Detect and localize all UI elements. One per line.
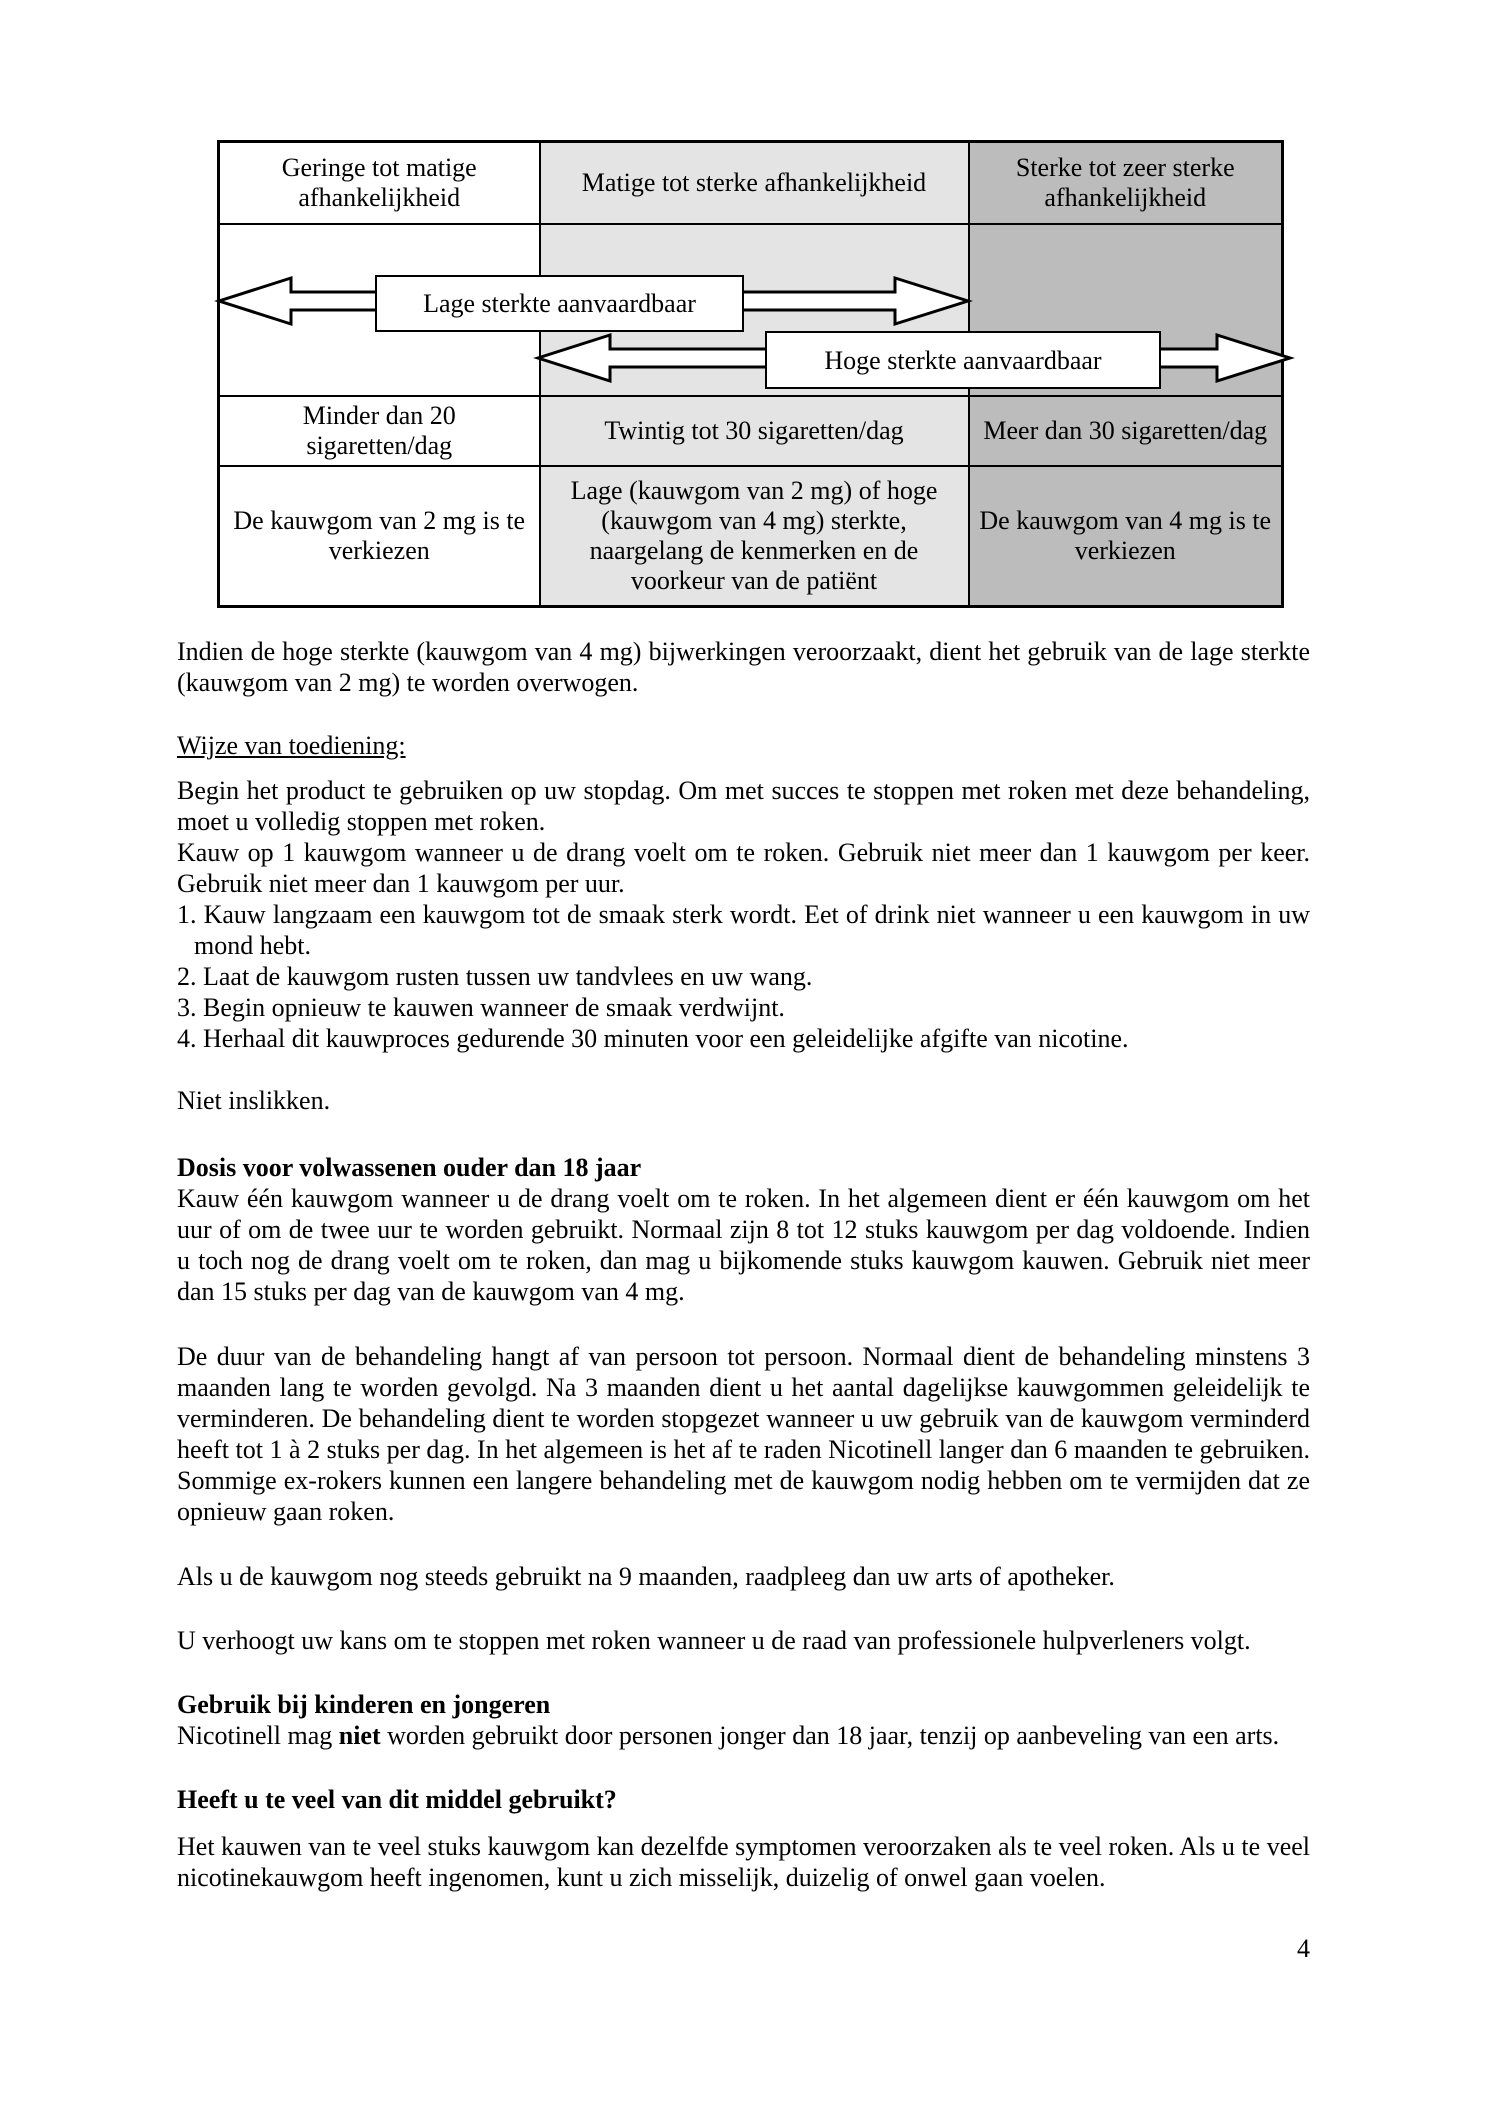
header-cell-moderate-dependency: Matige tot sterke afhankelijkheid [540,142,969,225]
paragraph-overdose: Het kauwen van te veel stuks kauwgom kan dezelfde symptomen veroorzaken als te veel roken. Als u te veel nicotinekauwgom heeft ingenomen, kunt u zich misselijk, duizelig of onwel gaan voelen. [177,1832,1310,1892]
header-cell-low-dependency: Geringe tot matige afhankelijkheid [219,142,540,225]
dependency-strength-table-wrap [217,140,1281,608]
chewing-step-4: 4. Herhaal dit kauwproces gedurende 30 minuten voor een geleidelijke afgifte van nicotine. [177,1024,1129,1053]
low-strength-label: Lage sterkte aanvaardbaar [423,289,696,318]
page-content [177,0,1310,1964]
heading-children: Gebruik bij kinderen en jongeren [177,1690,551,1719]
children-text-niet-bold: niet [338,1721,381,1750]
chewing-step-3: 3. Begin opnieuw te kauwen wanneer de smaak verdwijnt. [177,993,785,1022]
arrows-cell-col1 [219,224,540,396]
chewing-step-2: 2. Laat de kauwgom rusten tussen uw tandvlees en uw wang. [177,962,813,991]
paragraph-9-months: Als u de kauwgom nog steeds gebruikt na 9 maanden, raadpleeg dan uw arts of apotheker. [177,1562,1115,1591]
paragraph-treatment-duration: De duur van de behandeling hangt af van persoon tot persoon. Normaal dient de behandeling minstens 3 maanden lang te worden gevolgd. Na 3 maanden dient u het aantal dagelijkse kauwgommen geleidelijk te verminderen. De behandeling dient te worden stopgezet wanneer u uw gebruik van de kauwgom verminderd heeft tot 1 à 2 stuks per dag. In het algemeen is het af te raden Nicotinell langer dan 6 maanden te gebruiken. Sommige ex-rokers kunnen een langere behandeling met de kauwgom nodig hebben om te vermijden dat ze opnieuw gaan roken. [177,1342,1310,1526]
choice-cell-4mg: De kauwgom van 4 mg is te verkiezen [969,466,1283,607]
paragraph-children [177,1720,1310,1751]
high-strength-label: Hoge sterkte aanvaardbaar [824,345,1102,375]
heading-overdose: Heeft u te veel van dit middel gebruikt? [177,1785,617,1814]
cigarettes-cell-under20: Minder dan 20 sigaretten/dag [219,396,540,466]
cigarettes-cell-over30: Meer dan 30 sigaretten/dag [969,396,1283,466]
table-choice-row [219,466,1283,607]
arrows-cell-col2 [540,224,969,396]
table-arrows-row [219,224,1283,396]
paragraph-kauw-op-1: Kauw op 1 kauwgom wanneer u de drang voelt om te roken. Gebruik niet meer dan 1 kauwgom per keer. Gebruik niet meer dan 1 kauwgom per uur. [177,838,1310,898]
choice-cell-2mg: De kauwgom van 2 mg is te verkiezen [219,466,540,607]
choice-cell-2mg-or-4mg: Lage (kauwgom van 2 mg) of hoge (kauwgom van 4 mg) sterkte, naargelang de kenmerken en de voorkeur van de patiënt [540,466,969,607]
table-cigarettes-row [219,396,1283,466]
table-header-row [219,142,1283,225]
paragraph-after-table: Indien de hoge sterkte (kauwgom van 4 mg) bijwerkingen veroorzaakt, dient het gebruik van de lage sterkte (kauwgom van 2 mg) te worden overwogen. [177,637,1310,697]
children-text-post: worden gebruikt door personen jonger dan 18 jaar, tenzij op aanbeveling van een arts. [380,1721,1280,1750]
header-cell-strong-dependency: Sterke tot zeer sterke afhankelijkheid [969,142,1283,225]
paragraph-professional-help: U verhoogt uw kans om te stoppen met roken wanneer u de raad van professionele hulpverleners volgt. [177,1626,1251,1655]
dependency-strength-table [217,140,1284,608]
heading-administration: Wijze van toediening: [177,731,406,760]
children-text-pre: Nicotinell mag [177,1721,339,1750]
paragraph-dose-adults: Kauw één kauwgom wanneer u de drang voelt om te roken. In het algemeen dient er één kauwgom om het uur of om de twee uur te worden gebruikt. Normaal zijn 8 tot 12 stuks kauwgom per dag voldoende. Indien u toch nog de drang voelt om te roken, dan mag u bijkomende stuks kauwgom kauwen. Gebruik niet meer dan 15 stuks per dag van de kauwgom van 4 mg. [177,1184,1310,1306]
cigarettes-cell-20to30: Twintig tot 30 sigaretten/dag [540,396,969,466]
paragraph-begin-product: Begin het product te gebruiken op uw stopdag. Om met succes te stoppen met roken met deze behandeling, moet u volledig stoppen met roken. [177,776,1310,836]
arrows-cell-col3 [969,224,1283,396]
heading-dose-adults: Dosis voor volwassenen ouder dan 18 jaar [177,1153,642,1182]
page-number: 4 [1297,1934,1310,1963]
chewing-steps-list [177,899,1310,1054]
paragraph-niet-inslikken: Niet inslikken. [177,1086,331,1115]
chewing-step-1: 1. Kauw langzaam een kauwgom tot de smaak sterk wordt. Eet of drink niet wanneer u een kauwgom in uw mond hebt. [177,900,1310,960]
